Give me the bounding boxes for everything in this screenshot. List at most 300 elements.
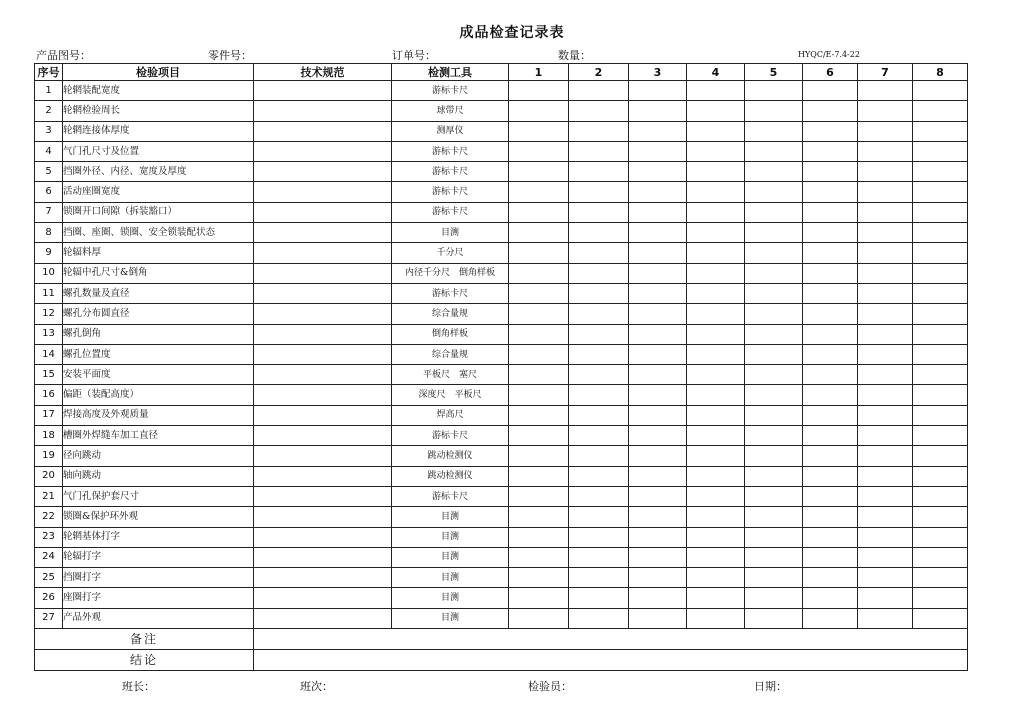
sample-cell[interactable] [803,263,858,283]
sample-cell[interactable] [569,141,629,161]
spec-cell[interactable] [254,162,392,182]
spec-cell[interactable] [254,466,392,486]
spec-cell[interactable] [254,121,392,141]
sample-cell[interactable] [913,527,968,547]
sample-cell[interactable] [745,507,803,527]
sample-cell[interactable] [913,568,968,588]
sample-cell[interactable] [745,263,803,283]
sample-cell[interactable] [629,141,687,161]
row-number: 1 [35,81,63,101]
sample-cell[interactable] [858,81,913,101]
inspection-tool: 目测 [392,608,509,628]
sample-cell[interactable] [687,304,745,324]
sample-cell[interactable] [687,324,745,344]
sample-cell[interactable] [803,182,858,202]
sample-cell[interactable] [858,385,913,405]
header-sample: 1 [509,64,569,81]
spec-cell[interactable] [254,324,392,344]
sample-cell[interactable] [745,223,803,243]
inspection-item: 焊接高度及外观质量 [63,405,254,425]
sample-cell[interactable] [858,182,913,202]
sample-cell[interactable] [745,446,803,466]
sample-cell[interactable] [687,385,745,405]
sample-cell[interactable] [629,507,687,527]
sample-cell[interactable] [569,446,629,466]
table-row [35,547,968,567]
sample-cell[interactable] [745,324,803,344]
spec-cell[interactable] [254,568,392,588]
sample-cell[interactable] [858,466,913,486]
sample-cell[interactable] [745,527,803,547]
sample-cell[interactable] [687,507,745,527]
sample-cell[interactable] [569,466,629,486]
sample-cell[interactable] [803,486,858,506]
sample-cell[interactable] [509,527,569,547]
sample-cell[interactable] [858,446,913,466]
inspection-tool: 游标卡尺 [392,81,509,101]
sample-cell[interactable] [687,344,745,364]
sample-cell[interactable] [858,344,913,364]
sample-cell[interactable] [629,405,687,425]
sample-cell[interactable] [687,243,745,263]
sample-cell[interactable] [803,568,858,588]
sample-cell[interactable] [629,263,687,283]
row-number: 13 [35,324,63,344]
sample-cell[interactable] [629,588,687,608]
inspection-tool: 目测 [392,223,509,243]
sample-cell[interactable] [858,486,913,506]
sample-cell[interactable] [913,446,968,466]
sample-cell[interactable] [687,486,745,506]
sample-cell[interactable] [803,81,858,101]
sample-cell[interactable] [745,486,803,506]
sample-cell[interactable] [803,101,858,121]
sample-cell[interactable] [913,202,968,222]
sample-cell[interactable] [569,608,629,628]
sample-cell[interactable] [687,547,745,567]
sample-cell[interactable] [569,405,629,425]
sample-cell[interactable] [745,588,803,608]
spec-cell[interactable] [254,283,392,303]
inspection-tool: 综合量规 [392,344,509,364]
sample-cell[interactable] [509,283,569,303]
remarks-cell[interactable] [254,629,968,650]
inspection-item: 轮辋基体打字 [63,527,254,547]
sample-cell[interactable] [803,283,858,303]
spec-cell[interactable] [254,243,392,263]
sample-cell[interactable] [858,202,913,222]
sample-cell[interactable] [858,365,913,385]
sample-cell[interactable] [629,162,687,182]
spec-cell[interactable] [254,202,392,222]
row-number: 15 [35,365,63,385]
spec-cell[interactable] [254,527,392,547]
sample-cell[interactable] [858,141,913,161]
sample-cell[interactable] [569,223,629,243]
header-sample: 2 [569,64,629,81]
sample-cell[interactable] [745,426,803,446]
row-number: 11 [35,283,63,303]
sample-cell[interactable] [509,263,569,283]
sample-cell[interactable] [803,162,858,182]
sample-cell[interactable] [629,568,687,588]
sample-cell[interactable] [509,568,569,588]
row-number: 3 [35,121,63,141]
inspection-table [34,63,968,671]
sample-cell[interactable] [803,243,858,263]
sample-cell[interactable] [509,426,569,446]
sample-cell[interactable] [687,162,745,182]
sample-cell[interactable] [803,365,858,385]
table-row [35,527,968,547]
sample-cell[interactable] [913,344,968,364]
sample-cell[interactable] [913,324,968,344]
spec-cell[interactable] [254,223,392,243]
sample-cell[interactable] [745,283,803,303]
sample-cell[interactable] [629,344,687,364]
header-tool: 检测工具 [392,64,509,81]
sample-cell[interactable] [509,365,569,385]
sample-cell[interactable] [509,405,569,425]
spec-cell[interactable] [254,344,392,364]
sample-cell[interactable] [569,304,629,324]
inspection-item: 活动座圈宽度 [63,182,254,202]
sample-cell[interactable] [803,202,858,222]
sample-cell[interactable] [629,365,687,385]
sample-cell[interactable] [629,426,687,446]
header-row [35,64,968,81]
sample-cell[interactable] [569,81,629,101]
sample-cell[interactable] [913,405,968,425]
sample-cell[interactable] [569,507,629,527]
sample-cell[interactable] [745,162,803,182]
sample-cell[interactable] [803,608,858,628]
table-row [35,324,968,344]
sample-cell[interactable] [629,202,687,222]
spec-cell[interactable] [254,141,392,161]
sample-cell[interactable] [569,121,629,141]
sample-cell[interactable] [913,385,968,405]
row-number: 9 [35,243,63,263]
sample-cell[interactable] [687,446,745,466]
sample-cell[interactable] [569,182,629,202]
sample-cell[interactable] [803,385,858,405]
sample-cell[interactable] [803,121,858,141]
sample-cell[interactable] [687,405,745,425]
sample-cell[interactable] [509,385,569,405]
spec-cell[interactable] [254,588,392,608]
sample-cell[interactable] [745,182,803,202]
sample-cell[interactable] [858,547,913,567]
spec-cell[interactable] [254,81,392,101]
spec-cell[interactable] [254,486,392,506]
spec-cell[interactable] [254,426,392,446]
sample-cell[interactable] [803,405,858,425]
sample-cell[interactable] [509,101,569,121]
part-no-label: 零件号： [208,49,252,62]
sample-cell[interactable] [858,568,913,588]
table-row [35,365,968,385]
sample-cell[interactable] [803,344,858,364]
sample-cell[interactable] [913,141,968,161]
sample-cell[interactable] [509,446,569,466]
sample-cell[interactable] [858,263,913,283]
spec-cell[interactable] [254,385,392,405]
sample-cell[interactable] [569,365,629,385]
sample-cell[interactable] [858,588,913,608]
sample-cell[interactable] [569,344,629,364]
sample-cell[interactable] [687,81,745,101]
sample-cell[interactable] [745,385,803,405]
sample-cell[interactable] [803,304,858,324]
sample-cell[interactable] [569,101,629,121]
row-number: 21 [35,486,63,506]
sample-cell[interactable] [629,81,687,101]
sample-cell[interactable] [687,426,745,446]
sample-cell[interactable] [913,223,968,243]
sample-cell[interactable] [803,324,858,344]
sample-cell[interactable] [687,101,745,121]
sample-cell[interactable] [629,446,687,466]
spec-cell[interactable] [254,608,392,628]
sample-cell[interactable] [745,344,803,364]
table-row [35,101,968,121]
sample-cell[interactable] [569,527,629,547]
sample-cell[interactable] [509,588,569,608]
sample-cell[interactable] [803,527,858,547]
sample-cell[interactable] [913,101,968,121]
sample-cell[interactable] [913,486,968,506]
sample-cell[interactable] [858,243,913,263]
sample-cell[interactable] [629,243,687,263]
sample-cell[interactable] [858,608,913,628]
spec-cell[interactable] [254,101,392,121]
spec-cell[interactable] [254,405,392,425]
inspection-item: 螺孔分布圆直径 [63,304,254,324]
sample-cell[interactable] [629,608,687,628]
sample-cell[interactable] [509,324,569,344]
spec-cell[interactable] [254,304,392,324]
sample-cell[interactable] [803,588,858,608]
table-row [35,223,968,243]
sample-cell[interactable] [858,101,913,121]
form-code: HYQC/E-7.4-22 [798,50,860,59]
sample-cell[interactable] [569,568,629,588]
sample-cell[interactable] [509,608,569,628]
sample-cell[interactable] [569,283,629,303]
spec-cell[interactable] [254,365,392,385]
sample-cell[interactable] [509,486,569,506]
sample-cell[interactable] [745,243,803,263]
sample-cell[interactable] [509,223,569,243]
spec-cell[interactable] [254,547,392,567]
inspection-tool: 焊高尺 [392,405,509,425]
sample-cell[interactable] [913,263,968,283]
sample-cell[interactable] [687,263,745,283]
sample-cell[interactable] [509,141,569,161]
sample-cell[interactable] [913,283,968,303]
table-row [35,385,968,405]
sample-cell[interactable] [687,466,745,486]
spec-cell[interactable] [254,182,392,202]
sample-cell[interactable] [745,466,803,486]
sample-cell[interactable] [569,202,629,222]
sample-cell[interactable] [509,162,569,182]
sample-cell[interactable] [509,121,569,141]
table-row [35,283,968,303]
row-number: 12 [35,304,63,324]
row-number: 16 [35,385,63,405]
sample-cell[interactable] [687,202,745,222]
inspection-item: 径向跳动 [63,446,254,466]
row-number: 14 [35,344,63,364]
sample-cell[interactable] [509,304,569,324]
sample-cell[interactable] [858,304,913,324]
sample-cell[interactable] [687,588,745,608]
sample-cell[interactable] [913,121,968,141]
sample-cell[interactable] [629,283,687,303]
sample-cell[interactable] [745,81,803,101]
table-row [35,486,968,506]
sample-cell[interactable] [745,568,803,588]
sample-cell[interactable] [803,141,858,161]
sample-cell[interactable] [913,608,968,628]
row-number: 18 [35,426,63,446]
inspection-tool: 游标卡尺 [392,141,509,161]
sample-cell[interactable] [509,547,569,567]
sample-cell[interactable] [913,304,968,324]
sample-cell[interactable] [858,527,913,547]
sample-cell[interactable] [569,426,629,446]
sample-cell[interactable] [629,466,687,486]
sample-cell[interactable] [569,324,629,344]
sample-cell[interactable] [913,81,968,101]
table-row [35,141,968,161]
inspection-item: 轮辐打字 [63,547,254,567]
sample-cell[interactable] [913,588,968,608]
sample-cell[interactable] [687,608,745,628]
sample-cell[interactable] [509,202,569,222]
inspection-tool: 目测 [392,547,509,567]
sample-cell[interactable] [745,304,803,324]
inspection-tool: 综合量规 [392,304,509,324]
sample-cell[interactable] [509,507,569,527]
sample-cell[interactable] [687,141,745,161]
sample-cell[interactable] [687,223,745,243]
sample-cell[interactable] [858,426,913,446]
sample-cell[interactable] [913,507,968,527]
sample-cell[interactable] [687,283,745,303]
sample-cell[interactable] [745,141,803,161]
sample-cell[interactable] [629,527,687,547]
sample-cell[interactable] [569,486,629,506]
sample-cell[interactable] [858,324,913,344]
sample-cell[interactable] [913,365,968,385]
table-row [35,182,968,202]
row-number: 26 [35,588,63,608]
sample-cell[interactable] [858,283,913,303]
sample-cell[interactable] [509,81,569,101]
conclusion-cell[interactable] [254,650,968,671]
sample-cell[interactable] [569,385,629,405]
sample-cell[interactable] [509,182,569,202]
spec-cell[interactable] [254,263,392,283]
sample-cell[interactable] [629,101,687,121]
sample-cell[interactable] [687,182,745,202]
table-row [35,344,968,364]
sample-cell[interactable] [569,588,629,608]
sample-cell[interactable] [629,385,687,405]
sample-cell[interactable] [803,547,858,567]
sample-cell[interactable] [745,101,803,121]
spec-cell[interactable] [254,446,392,466]
sample-cell[interactable] [569,263,629,283]
sample-cell[interactable] [913,243,968,263]
table-row [35,588,968,608]
inspection-item: 挡圈外径、内径、宽度及厚度 [63,162,254,182]
sample-cell[interactable] [569,162,629,182]
sample-cell[interactable] [745,121,803,141]
sample-cell[interactable] [913,162,968,182]
sample-cell[interactable] [509,344,569,364]
header-sample: 3 [629,64,687,81]
sample-cell[interactable] [745,608,803,628]
inspection-tool: 千分尺 [392,243,509,263]
sample-cell[interactable] [858,162,913,182]
sample-cell[interactable] [745,365,803,385]
sample-cell[interactable] [569,243,629,263]
sample-cell[interactable] [629,223,687,243]
sample-cell[interactable] [913,182,968,202]
table-row [35,466,968,486]
inspector-label: 检验员： [528,680,572,693]
sample-cell[interactable] [858,223,913,243]
sample-cell[interactable] [913,466,968,486]
sample-cell[interactable] [629,121,687,141]
sample-cell[interactable] [858,507,913,527]
sample-cell[interactable] [803,426,858,446]
sample-cell[interactable] [803,507,858,527]
sample-cell[interactable] [569,547,629,567]
sample-cell[interactable] [629,547,687,567]
sample-cell[interactable] [858,121,913,141]
sample-cell[interactable] [509,243,569,263]
row-number: 6 [35,182,63,202]
inspection-item: 产品外观 [63,608,254,628]
sample-cell[interactable] [913,426,968,446]
sample-cell[interactable] [745,202,803,222]
sample-cell[interactable] [509,466,569,486]
sample-cell[interactable] [745,547,803,567]
sample-cell[interactable] [687,568,745,588]
sample-cell[interactable] [858,405,913,425]
sample-cell[interactable] [803,223,858,243]
sample-cell[interactable] [687,121,745,141]
spec-cell[interactable] [254,507,392,527]
sample-cell[interactable] [687,527,745,547]
sample-cell[interactable] [803,446,858,466]
sample-cell[interactable] [687,365,745,385]
remarks-row [35,629,968,650]
sample-cell[interactable] [629,486,687,506]
sample-cell[interactable] [803,466,858,486]
header-sample: 6 [803,64,858,81]
sample-cell[interactable] [913,547,968,567]
sample-cell[interactable] [629,182,687,202]
sample-cell[interactable] [745,405,803,425]
sample-cell[interactable] [629,324,687,344]
sample-cell[interactable] [629,304,687,324]
